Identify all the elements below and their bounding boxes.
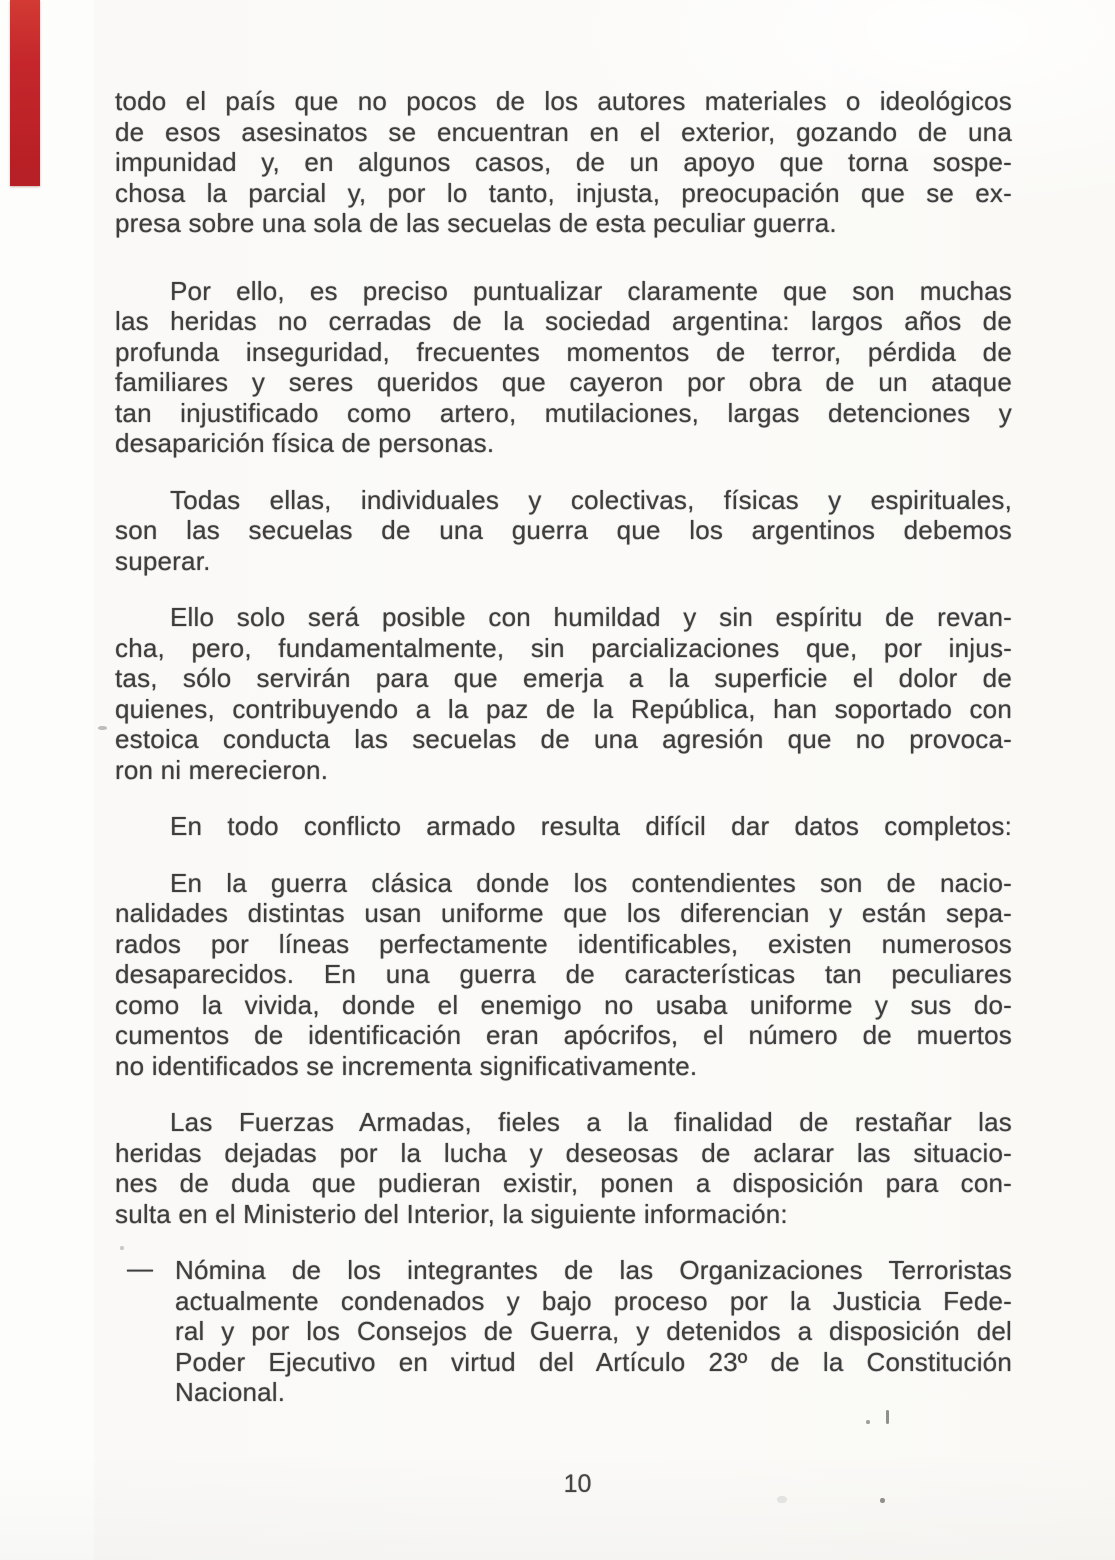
scan-speck	[777, 1496, 787, 1503]
text-line: no identificados se incrementa significativamente.	[115, 1050, 698, 1081]
text-line: sulta en el Ministerio del Interior, la siguiente información:	[115, 1198, 788, 1229]
paragraph	[115, 602, 1012, 785]
text-line: Nacional.	[175, 1377, 286, 1407]
text-line: impunidad y, en algunos casos, de un apoyo que torna sospe-	[115, 147, 1012, 177]
text-line: desaparición física de personas.	[115, 428, 495, 458]
text-line: ral y por los Consejos de Guerra, y detenidos a disposición del	[175, 1316, 1012, 1346]
text-line: Todas ellas, individuales y colectivas, físicas y espirituales,	[170, 484, 1012, 515]
text-line: familiares y seres queridos que cayeron por obra de un ataque	[115, 367, 1012, 397]
text-line: Poder Ejecutivo en virtud del Artículo 23º de la Constitución	[175, 1346, 1012, 1377]
text-line: desaparecidos. En una guerra de características tan peculiares	[115, 959, 1012, 989]
scan-speck	[880, 1498, 885, 1503]
paragraph	[115, 811, 1012, 842]
text-line: tas, sólo servirán para que emerja a la superficie el dolor de	[115, 663, 1012, 693]
page-text	[115, 86, 1012, 1434]
list-item	[115, 1255, 1012, 1408]
scan-speck	[98, 726, 107, 730]
paragraph	[115, 868, 1012, 1082]
text-line: ron ni merecieron.	[115, 754, 329, 785]
text-line: En la guerra clásica donde los contendientes son de nacio-	[170, 867, 1012, 898]
text-line: nalidades distintas usan uniforme que los diferencian y están sepa-	[115, 898, 1012, 928]
page-number: 10	[563, 1470, 592, 1498]
text-line: cumentos de identificación eran apócrifos, el número de muertos	[115, 1020, 1012, 1050]
text-line: nes de duda que pudieran existir, ponen a disposición para con-	[115, 1168, 1012, 1198]
text-line: Por ello, es preciso puntualizar claramente que son muchas	[170, 275, 1012, 306]
scan-speck	[866, 1420, 870, 1424]
text-line: superar.	[115, 545, 211, 576]
scan-speck	[886, 1410, 889, 1424]
text-line: todo el país que no pocos de los autores materiales o ideológicos	[115, 86, 1012, 116]
paragraph	[115, 1107, 1012, 1229]
text-line: En todo conflicto armado resulta difícil dar datos completos:	[170, 811, 1012, 841]
text-line: Nómina de los integrantes de las Organizaciones Terroristas	[175, 1255, 1012, 1285]
text-line: rados por líneas perfectamente identificables, existen numerosos	[115, 928, 1012, 959]
text-line: chosa la parcial y, por lo tanto, injusta, preocupación que se ex-	[115, 177, 1012, 208]
text-line: heridas dejadas por la lucha y deseosas de aclarar las situacio-	[115, 1137, 1012, 1168]
text-line: profunda inseguridad, frecuentes momentos de terror, pérdida de	[115, 336, 1012, 367]
paragraph	[115, 86, 1012, 239]
text-line: presa sobre una sola de las secuelas de esta peculiar guerra.	[115, 208, 837, 238]
paragraph	[115, 276, 1012, 459]
paragraph	[115, 485, 1012, 577]
text-line: las heridas no cerradas de la sociedad argentina: largos años de	[115, 306, 1012, 336]
text-line: tan injustificado como artero, mutilaciones, largas detenciones y	[115, 397, 1012, 428]
text-line: cha, pero, fundamentalmente, sin parcializaciones que, por injus-	[115, 632, 1012, 663]
text-line: son las secuelas de una guerra que los argentinos debemos	[115, 515, 1012, 545]
text-line: estoica conducta las secuelas de una agresión que no provoca-	[115, 724, 1012, 754]
text-line: Ello solo será posible con humildad y sin espíritu de revan-	[170, 602, 1012, 632]
text-line: Las Fuerzas Armadas, fieles a la finalidad de restañar las	[170, 1107, 1012, 1137]
red-bookmark-tab	[10, 0, 40, 186]
text-line: quienes, contribuyendo a la paz de la República, han soportado con	[115, 693, 1012, 724]
text-line: actualmente condenados y bajo proceso por la Justicia Fede-	[175, 1285, 1012, 1316]
scan-speck	[120, 1246, 124, 1250]
text-line: como la vivida, donde el enemigo no usaba uniforme y sus do-	[115, 989, 1012, 1020]
text-line: de esos asesinatos se encuentran en el exterior, gozando de una	[115, 116, 1012, 147]
bullet-dash: —	[127, 1253, 153, 1283]
